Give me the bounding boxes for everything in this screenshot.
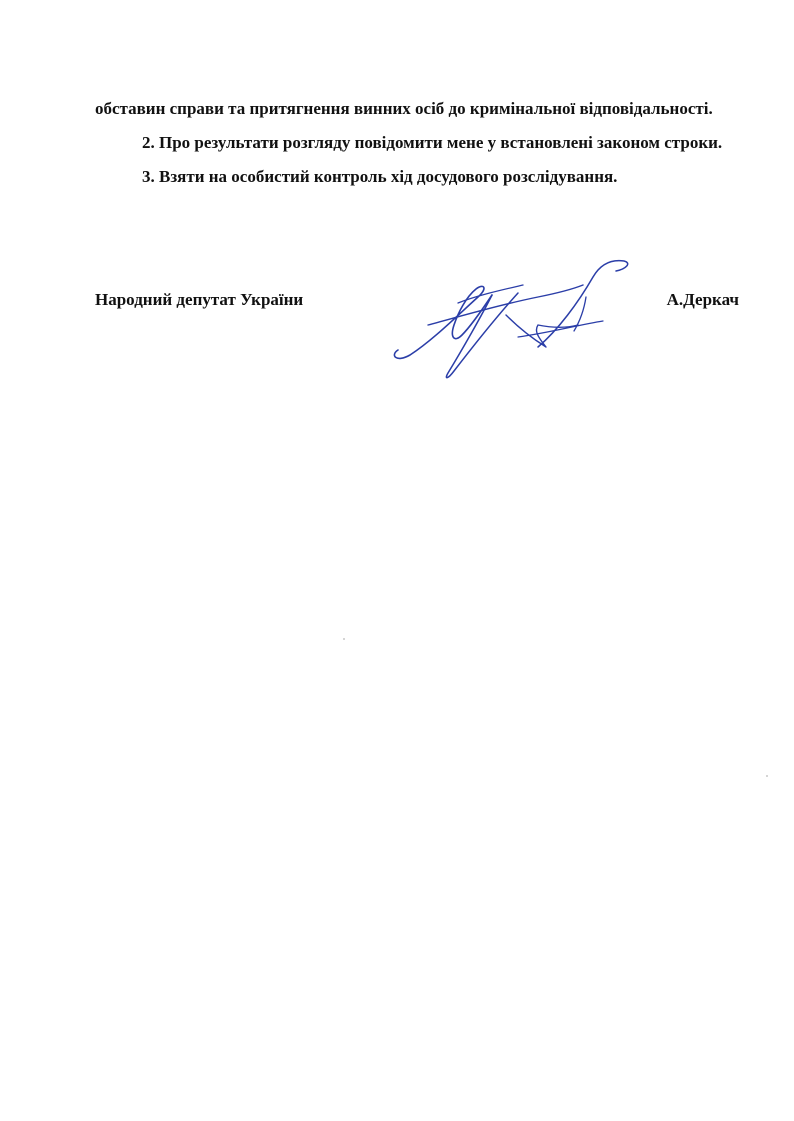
signer-title: Народний депутат України [95,290,304,309]
paragraph-item-2: 2. Про результати розгляду повідомити мене у встановлені законом строки. [142,133,723,152]
paper-speck [343,638,345,640]
paper-speck [766,775,768,777]
handwritten-signature [388,255,638,385]
signer-name: А.Деркач [666,290,739,309]
paragraph-item-3: 3. Взяти на особистий контроль хід досудового розслідування. [142,167,618,186]
paragraph-continuation: обставин справи та притягнення винних осіб до кримінальної відповідальності. [95,99,713,118]
document-body [95,92,739,194]
